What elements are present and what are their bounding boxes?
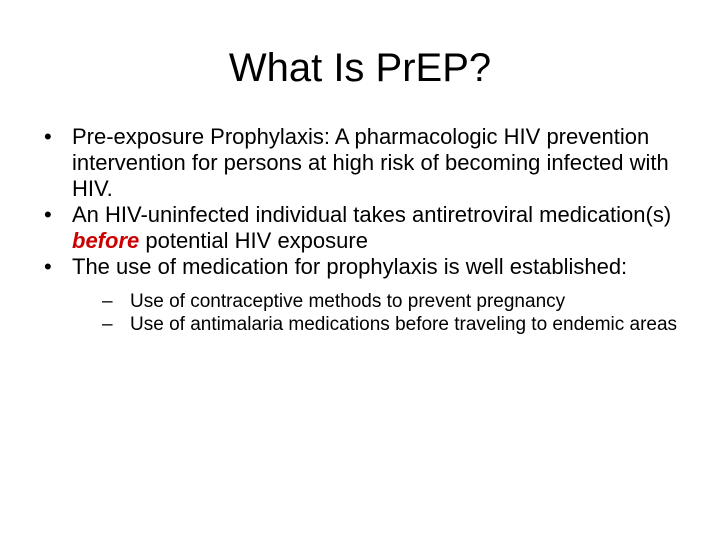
sub-bullet-marker: – [102,314,113,335]
bullet-marker: • [44,124,52,149]
bullet-marker: • [44,254,52,279]
bullet-text: Pre-exposure Prophylaxis: A pharmacologic HIV prevention intervention for persons at high risk of becoming infected with HIV. [72,124,669,201]
bullet-item [44,124,694,202]
sub-bullet-marker: – [102,291,113,312]
sub-bullet-item [102,290,694,313]
sub-bullet-list [102,290,694,336]
slide-title: What Is PrEP? [228,46,492,90]
bullet-item [44,202,694,254]
sub-bullet-item [102,313,694,336]
bullet-item [44,254,694,336]
emphasis-word: before [72,228,140,253]
sub-bullet-text: Use of antimalaria medications before traveling to endemic areas [130,314,678,335]
bullet-text-after: potential HIV exposure [139,228,368,253]
bullet-text: The use of medication for prophylaxis is well established: [72,254,628,279]
bullet-list [44,124,694,336]
sub-bullet-text: Use of contraceptive methods to prevent pregnancy [130,291,566,312]
bullet-marker: • [44,202,52,227]
bullet-text-before: An HIV-uninfected individual takes antiretroviral medication(s) [72,202,672,227]
